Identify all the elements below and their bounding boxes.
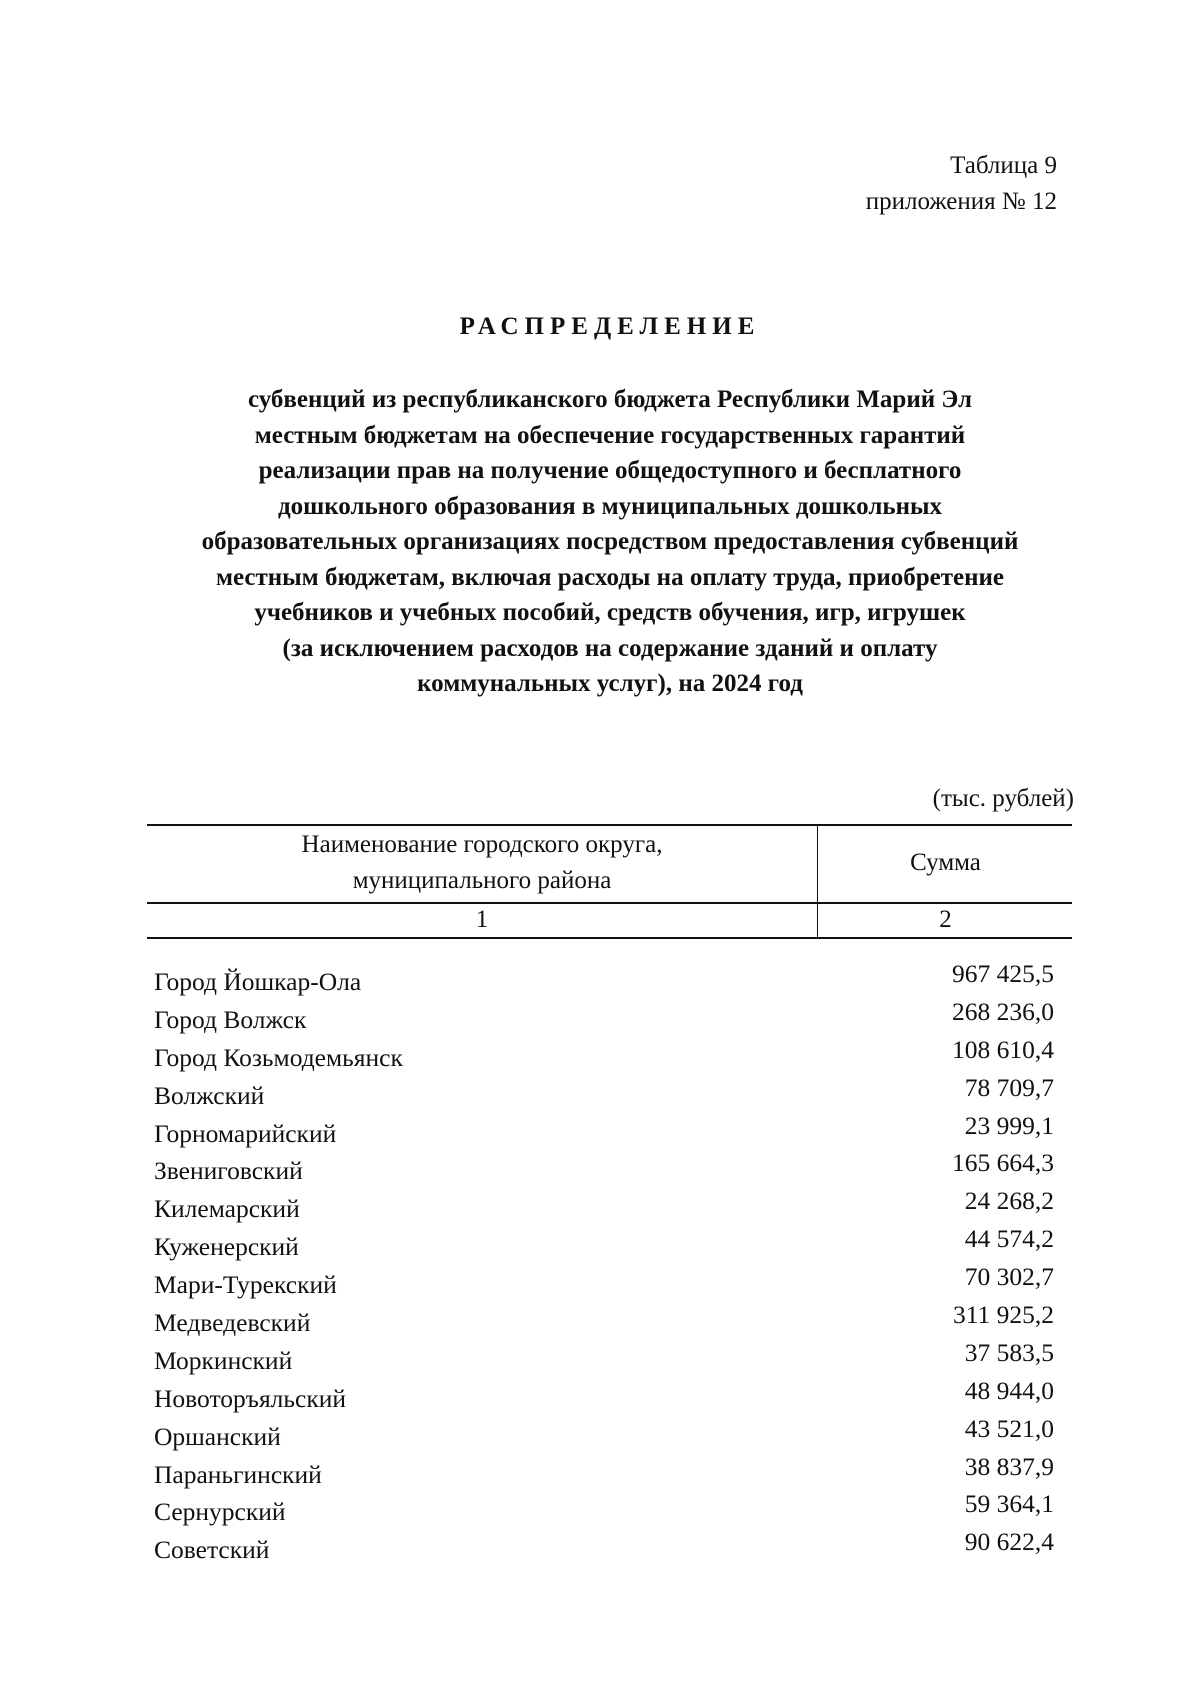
column-header-name-line2: муниципального района [352,867,612,894]
table-row [154,1072,1054,1115]
municipality-name: Моркинский [154,1345,293,1375]
table-row [154,1413,1054,1456]
table-row [154,1300,1054,1342]
subvention-amount: 23 999,1 [964,1110,1054,1140]
subvention-amount: 70 302,7 [964,1262,1054,1292]
units-label: (тыс. рублей) [932,785,1074,812]
column-number-1: 1 [475,906,489,933]
subvention-amount: 44 574,2 [964,1224,1054,1254]
municipality-name: Сернурский [154,1497,286,1527]
table-row [154,1262,1054,1304]
table-row [154,1110,1054,1153]
municipality-name: Горномарийский [154,1118,337,1148]
column-header-name [147,827,817,899]
subtitle-line: местным бюджетам, включая расходы на оплату труда, приобретение [215,563,1005,591]
subvention-amount: 165 664,3 [952,1148,1054,1178]
subvention-amount: 967 425,5 [952,959,1054,988]
subtitle-line: образовательных организациях посредством предоставления субвенций [201,528,1019,555]
table-column-divider [817,824,818,937]
subvention-amount: 311 925,2 [952,1300,1054,1330]
table-row [154,1186,1054,1228]
table-row [154,1527,1054,1569]
table-number: Таблица 9 [950,152,1057,179]
municipality-name: Мари-Турекский [154,1270,337,1300]
table-row [154,959,1054,1001]
table-row [154,1451,1054,1494]
table-row [154,1489,1054,1531]
subtitle-line: коммунальных услуг), на 2024 год [417,670,803,697]
municipality-name: Волжский [154,1080,265,1110]
subvention-amount: 90 622,4 [964,1527,1054,1557]
subvention-amount: 37 583,5 [964,1337,1054,1367]
municipality-name: Оршанский [154,1421,281,1451]
municipality-name: Звениговский [154,1156,303,1186]
municipality-name: Куженерский [154,1232,299,1262]
subvention-amount: 38 837,9 [964,1451,1054,1481]
municipality-name: Город Волжск [154,1004,307,1034]
table-row [154,1337,1054,1380]
subtitle-line: реализации прав на получение общедоступного и бесплатного [258,457,962,484]
municipality-name: Город Козьмодемьянск [154,1042,403,1072]
appendix-number: приложения № 12 [865,188,1057,215]
subtitle-line: местным бюджетам на обеспечение государственных гарантий [254,421,966,449]
municipality-name: Килемарский [154,1194,300,1224]
table-top-rule [147,824,1072,826]
subtitle-line: субвенций из республиканского бюджета Республики Марий Эл [247,386,973,413]
subvention-amount: 24 268,2 [964,1186,1054,1216]
municipality-name: Параньгинский [154,1459,322,1489]
table-row [154,996,1054,1039]
table-row [154,1224,1054,1266]
table-body [154,959,1054,1569]
column-number-2: 2 [939,906,952,933]
document-heading: РАСПРЕДЕЛЕНИЕ [459,313,761,340]
table-reference [866,148,1057,220]
subvention-amount: 43 521,0 [964,1413,1054,1443]
table-header [147,824,1072,950]
subvention-amount: 59 364,1 [964,1489,1054,1519]
subvention-amount: 48 944,0 [964,1375,1054,1405]
subvention-amount: 268 236,0 [952,996,1054,1026]
subtitle-line: дошкольного образования в муниципальных дошкольных [277,492,942,520]
municipality-name: Советский [154,1535,270,1565]
subvention-amount: 108 610,4 [952,1034,1054,1064]
column-header-name-line1: Наименование городского округа, [301,831,663,858]
column-header-amount: Сумма [910,849,981,876]
subtitle-line: (за исключением расходов на содержание зданий и оплату [282,634,938,662]
table-row [154,1148,1054,1190]
municipality-name: Медведевский [154,1308,311,1338]
subvention-amount: 78 709,7 [964,1072,1054,1102]
municipality-name: Новоторъяльский [154,1383,347,1413]
subtitle-line: учебников и учебных пособий, средств обучения, игр, игрушек [254,599,966,626]
table-row [154,1375,1054,1418]
table-row [154,1034,1054,1077]
document-subtitle [150,382,1070,702]
municipality-name: Город Йошкар-Ола [154,967,362,996]
